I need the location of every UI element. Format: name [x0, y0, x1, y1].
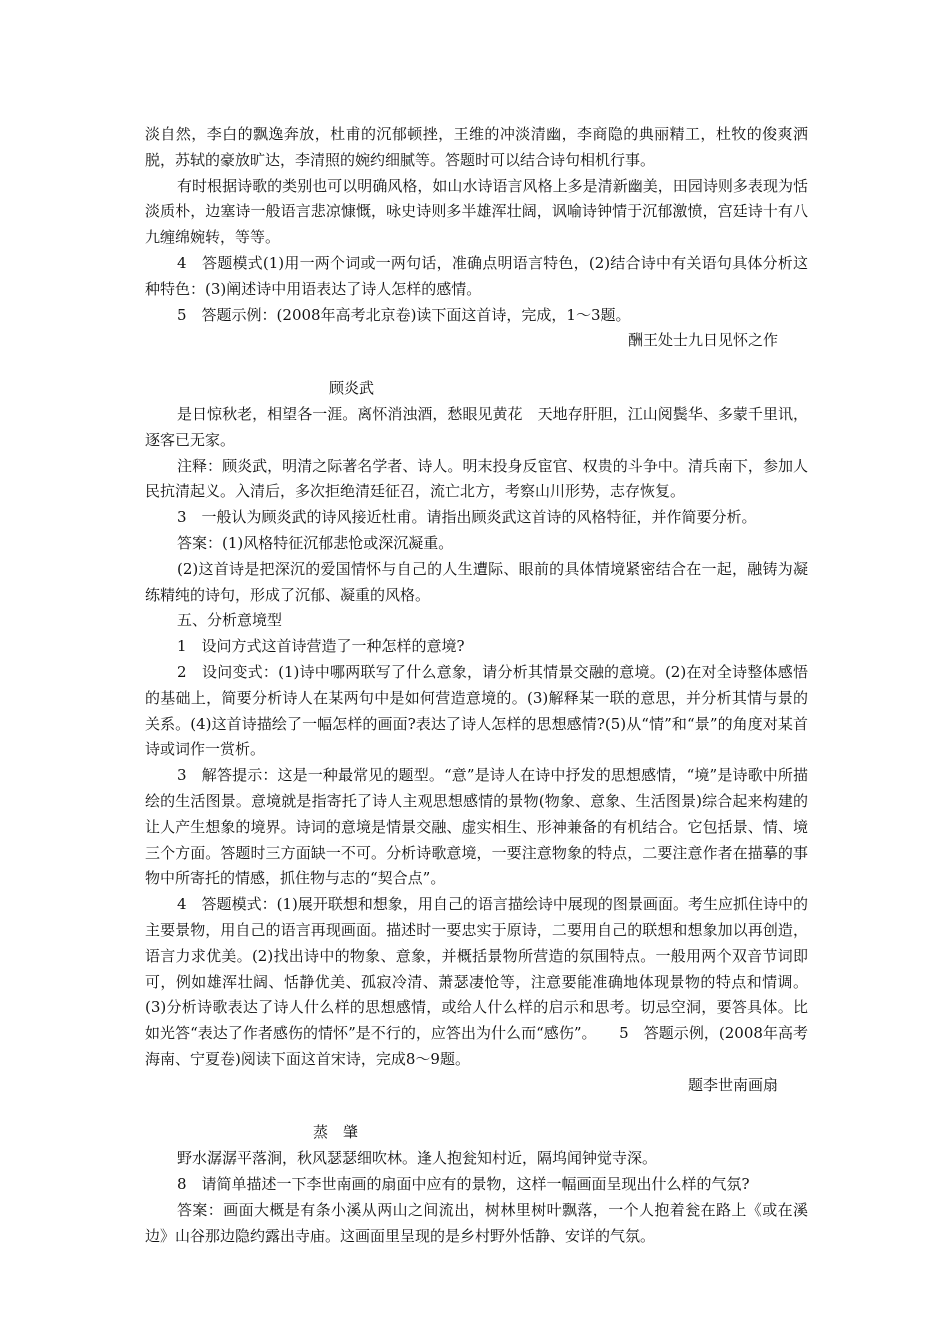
answer-3-part-2: (2)这首诗是把深沉的爱国情怀与自己的人生遭际、眼前的具体情境紧密结合在一起，融铸为凝练精纯的诗句，形成了沉郁、凝重的风格。 [145, 559, 808, 604]
section-heading-mood: 五、分析意境型 [177, 611, 283, 630]
mood-hint: 3 解答提示：这是一种最常见的题型。“意”是诗人在诗中抒发的思想感情，“境”是诗歌中所描绘的生活图景。意境就是指寄托了诗人主观思想感情的景物(物象、意象、生活图景)综合起来构建的让人产生想象的境界。诗词的意境是情景交融、虚实相生、形神兼备的有机结合。它包括景、情、境三个方面。答题时三方面缺一不可。分析诗歌意境，一要注意物象的特点，二要注意作者在描摹的事物中所寄托的情感，抓住物与志的“契合点”。 [145, 766, 808, 888]
document-page [145, 122, 808, 1249]
question-3: 3 一般认为顾炎武的诗风接近杜甫。请指出顾炎武这首诗的风格特征，并作简要分析。 [177, 508, 757, 527]
paragraph-answer-example: 5 答题示例：(2008年高考北京卷)读下面这首诗，完成，1～3题。 [177, 305, 631, 324]
mood-question-variants: 2 设问变式：(1)诗中哪两联写了什么意象，请分析其情景交融的意境。(2)在对全诗整体感悟的基础上，简要分析诗人在某两句中是如何营造意境的。(3)解释某一联的意思，并分析其情与景的关系。(4)这首诗描绘了一幅怎样的画面?表达了诗人怎样的思想感情?(5)从“情”和“景”的角度对某首诗或词作一赏析。 [145, 662, 808, 759]
answer-3-part-1: 答案：(1)风格特征沉郁悲怆或深沉凝重。 [177, 533, 454, 552]
poem-author-2: 蒸 肇 [313, 1123, 359, 1142]
poem-text-2: 野水潺潺平落涧，秋风瑟瑟细吹林。逢人抱瓮知村近，隔坞闻钟觉寺深。 [177, 1149, 658, 1168]
paragraph-genre-style: 有时根据诗歌的类别也可以明确风格，如山水诗语言风格上多是清新幽美，田园诗则多表现为恬淡质朴，边塞诗一般语言悲凉慷慨，咏史诗则多半雄浑壮阔，讽喻诗钟情于沉郁激愤，宫廷诗十有八九缠绵婉转，等等。 [145, 176, 808, 247]
mood-answer-model: 4 答题模式：(1)展开联想和想象，用自己的语言描绘诗中展现的图景画面。考生应抓住诗中的主要景物，用自己的语言再现画面。描述时一要忠实于原诗，二要用自己的联想和想象加以再创造，语言力求优美。(2)找出诗中的物象、意象，并概括景物所营造的氛围特点。一般用两个双音节词即可，例如雄浑壮阔、恬静优美、孤寂冷清、萧瑟凄怆等，注意要能准确地体现景物的特点和情调。(3)分析诗歌表达了诗人什么样的思想感情，或给人什么样的启示和思考。切忌空洞，要答具体。比如光答“表达了作者感伤的情怀”是不行的，应答出为什么而“感伤”。 5 答题示例，(2008年高考海南、宁夏卷)阅读下面这首宋诗，完成8～9题。 [145, 895, 808, 1068]
poem-text-1: 是日惊秋老，相望各一涯。离怀消浊酒，愁眼见黄花 天地存肝胆，江山阅鬓华、多蒙千里讯，逐客已无家。 [145, 404, 808, 449]
mood-question-form: 1 设问方式这首诗营造了一种怎样的意境? [177, 637, 465, 656]
answer-8: 答案：画面大概是有条小溪从两山之间流出，树林里树叶飘落，一个人抱着瓮在路上《或在溪边》山谷那边隐约露出寺庙。这画面里呈现的是乡村野外恬静、安详的气氛。 [145, 1200, 808, 1245]
poem-author-1: 顾炎武 [329, 379, 375, 398]
poem-title-1: 酬王处士九日见怀之作 [627, 331, 778, 350]
question-8: 8 请简单描述一下李世南画的扇面中应有的景物，这样一幅画面呈现出什么样的气氛? [177, 1175, 750, 1194]
paragraph-style-examples: 淡自然，李白的飘逸奔放，杜甫的沉郁顿挫，王维的冲淡清幽，李商隐的典丽精工，杜牧的俊爽洒脱，苏轼的豪放旷达，李清照的婉约细腻等。答题时可以结合诗句相机行事。 [145, 125, 808, 169]
poem-annotation: 注释：顾炎武，明清之际著名学者、诗人。明末投身反宦官、权贵的斗争中。清兵南下，参加人民抗清起义。入清后，多次拒绝清廷征召，流亡北方，考察山川形势，志存恢复。 [145, 456, 808, 501]
poem-title-2: 题李世南画扇 [687, 1075, 778, 1094]
paragraph-answer-model: 4 答题模式(1)用一两个词或一两句话，准确点明语言特色，(2)结合诗中有关语句具体分析这种特色：(3)阐述诗中用语表达了诗人怎样的感情。 [145, 253, 808, 298]
